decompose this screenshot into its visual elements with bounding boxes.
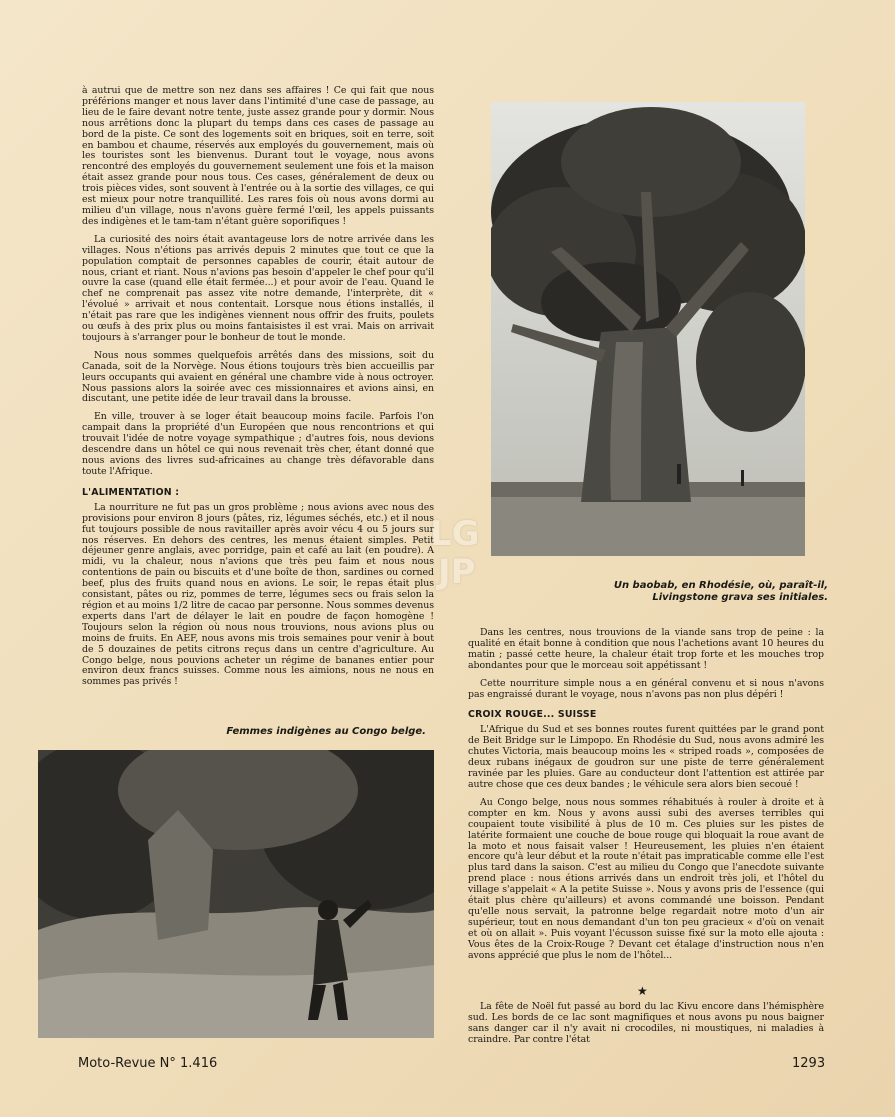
left-column: [82, 86, 434, 695]
women-illustration: [38, 750, 434, 1038]
section-title-alimentation: L'ALIMENTATION :: [82, 486, 180, 498]
paragraph: La fête de Noël fut passé au bord du lac Kivu encore dans l'hémisphère sud. Les bords de ce lac sont magnifiques et nous avons pu nous baigner sans danger car il n'y avait ni crocodiles, ni moustiques, ni maladies à craindre. Par contre l'état: [468, 1001, 824, 1045]
paragraph: Dans les centres, nous trouvions de la viande sans trop de peine : la qualité en était bonne à condition que nous l'achetions avant 10 heures du matin ; passé cette heure, la chaleur était trop forte et les mouches trop abondantes pour que le morceau soit appétissant !: [468, 627, 824, 671]
paragraph: Au Congo belge, nous nous sommes réhabitués à rouler à droite et à compter en km. Nous y avons aussi subi des averses terribles qui coupaient toute visibilité à plus de 10 m. Ces pluies sur les pistes de latérite formaient une couche de boue rouge qui bloquait la roue avant de la moto et nous faisait valser ! Heureusement, les pluies n'en étaient encore qu'à leur début et la route n'était pas impraticable comme elle l'est plus tard dans la saison. C'est au milieu du Congo que l'anecdote suivante prend place : nous étions arrivés dans un endroit très joli, et l'hôtel du village s'appelait « A la petite Suisse ». Nous y avons pris de l'essence (qui était plus chère qu'ailleurs) et avons commandé une boisson. Pendant qu'elle nous servait, la patronne belge regardait notre moto d'un air supérieur, tout en nous demandant d'un ton peu gracieux « d'où on venait et où on allait ». Puis voyant l'écusson suisse fixé sur la moto elle ajouta : Vous êtes de la Croix-Rouge ? Devant cet étalage d'instruction nous n'en avons apprécié que plus le nom de l'hôtel...: [468, 796, 824, 961]
baobab-photo: [491, 102, 805, 556]
paragraph: La curiosité des noirs était avantageuse lors de notre arrivée dans les villages. Nous n'étions pas arrivés depuis 2 minutes que tout ce que la population comptait de personnes capables de courir, était autour de nous, criant et riant. Nous n'avions pas besoin d'appeler le chef pour qu'il ouvre la case (quand elle était fermée...) et pour avoir de l'eau. Quand le chef ne comprenait pas assez vite notre demande, l'interprète, dit « l'évolué » arrivait et nous contentait. Lorsque nous étions installés, il n'était pas rare que les indigènes viennent nous offrir des fruits, poulets ou œufs à des prix plus ou moins fantaisistes il est vrai. Mais on arrivait toujours à s'arranger pour le bonheur de tout le monde.: [82, 233, 434, 343]
star-separator: ★: [637, 984, 648, 998]
paragraph: à autrui que de mettre son nez dans ses affaires ! Ce qui fait que nous préférions manger et nous laver dans l'intimité d'une case de passage, au lieu de le faire devant notre tente, juste assez grande pour y dormir. Nous nous arrêtions donc la plupart du temps dans ces cases de passage au bord de la piste. Ce sont des logements soit en briques, soit en terre, soit en bambou et chaume, réservés aux employés du gouvernement, mais où les touristes sont les bienvenus. Durant tout le voyage, nous avons rencontré des employés du gouvernement seulement une fois et la maison était assez grande pour nous tous. Ces cases, généralement de deux ou trois pièces vides, sont souvent à l'entrée ou à la sortie des villages, ce qui est mieux pour notre tranquillité. Les rares fois où nous avons dormi au milieu d'un village, nous n'avons guère fermé l'œil, les appels puissants des indigènes et le tam-tam n'étant guère soporifiques !: [82, 85, 434, 227]
paragraph: En ville, trouver à se loger était beaucoup moins facile. Parfois l'on campait dans la propriété d'un Européen que nous rencontrions et qui trouvait l'idée de notre voyage sympathique ; d'autres fois, nous devions descendre dans un hôtel ce qui nous revenait très cher, étant donné que nous avions des livres sud-africaines au change très défavorable dans toute l'Afrique.: [82, 411, 434, 477]
footer-magazine-name: Moto-Revue N° 1.416: [78, 1056, 218, 1071]
footer-page-number: 1293: [792, 1056, 826, 1071]
baobab-illustration: [491, 102, 805, 556]
watermark-logo: [418, 512, 508, 602]
women-photo: [38, 750, 434, 1038]
watermark-text-bottom: JP: [438, 552, 476, 592]
paragraph: Nous nous sommes quelquefois arrêtés dans des missions, soit du Canada, soit de la Norvège. Nous étions toujours très bien accueillis par leurs occupants qui avaient en général une chambre vide à nous octroyer. Nous passions alors la soirée avec ces missionnaires et avions ainsi, en discutant, une petite idée de leur travail dans la brousse.: [82, 349, 434, 405]
right-column-final: [468, 1002, 824, 1053]
paragraph: L'Afrique du Sud et ses bonnes routes furent quittées par le grand pont de Beit Bridge sur le Limpopo. En Rhodésie du Sud, nous avons admiré les chutes Victoria, mais beaucoup moins les « striped roads », composées de deux rubans inégaux de goudron sur une piste de terre généralement ravinée par les pluies. Gare au conducteur dont l'attention est attirée par autre chose que ces deux bandes ; le véhicule sera alors bien secoué !: [468, 724, 824, 790]
caption-line: Livingstone grava ses initiales.: [652, 592, 828, 603]
watermark-text-top: LG: [430, 514, 480, 554]
section-title-croix-rouge: CROIX ROUGE... SUISSE: [468, 709, 597, 721]
baobab-caption: [548, 580, 828, 604]
right-column: [468, 628, 824, 968]
women-caption: Femmes indigènes au Congo belge.: [226, 726, 426, 737]
caption-line: Un baobab, en Rhodésie, où, paraît-il,: [613, 580, 828, 591]
paragraph: La nourriture ne fut pas un gros problème ; nous avions avec nous des provisions pour environ 8 jours (pâtes, riz, légumes séchés, etc.) et il nous fut toujours possible de nous ravitailler après avoir vécu 4 ou 5 jours sur nos réserves. En dehors des centres, les menus étaient simples. Petit déjeuner genre anglais, avec porridge, pain et café au lait (en poudre). A midi, vu la chaleur, nous n'avions que très peu faim et nous nous contentions de pain ou biscuits et d'une boîte de thon, sardines ou corned beef, plus des fruits quand nous en avions. Le soir, le repas était plus consistant, pâtes ou riz, pommes de terre, légumes secs ou frais selon la région et au moins 1/2 litre de cacao par personne. Nous sommes devenus experts dans l'art de délayer le lait en poudre de façon homogène ! Toujours selon la région où nous nous trouvions, nous avions plus ou moins de fruits. En AEF, nous avons mis trois semaines pour venir à bout de 5 douzaines de petits citrons reçus dans un centre d'agriculture. Au Congo belge, nous pouvions acheter un régime de bananes entier pour environ deux francs suisses. Comme nous les aimions, nous ne nous en sommes pas privés !: [82, 501, 434, 688]
paragraph: Cette nourriture simple nous a en général convenu et si nous n'avons pas engraissé durant le voyage, nous n'avons pas non plus dépéri !: [468, 677, 824, 700]
